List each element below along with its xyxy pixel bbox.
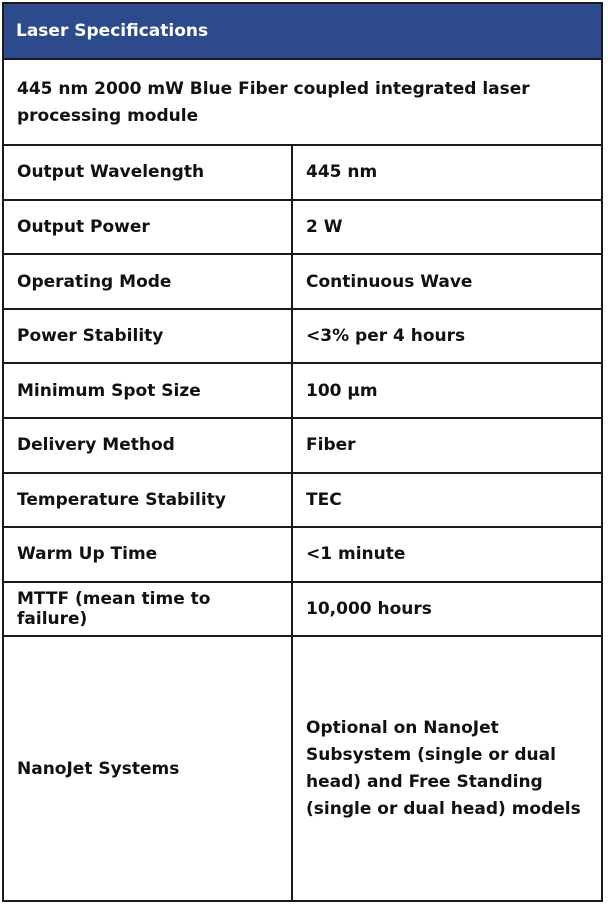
- spec-label: Delivery Method: [3, 418, 292, 473]
- spec-value: <1 minute: [292, 527, 602, 582]
- spec-label: Warm Up Time: [3, 527, 292, 582]
- spec-label: Power Stability: [3, 309, 292, 364]
- spec-value: Optional on NanoJet Subsystem (single or dual head) and Free Standing (single or dual head) models: [292, 636, 602, 901]
- spec-value: Fiber: [292, 418, 602, 473]
- table-header-row: [3, 3, 602, 59]
- spec-value: TEC: [292, 473, 602, 528]
- spec-label: Temperature Stability: [3, 473, 292, 528]
- spec-label: NanoJet Systems: [3, 636, 292, 901]
- product-name: 445 nm 2000 mW Blue Fiber coupled integrated laser processing module: [3, 59, 602, 146]
- spec-row-power-stability: [3, 309, 602, 364]
- spec-value: 100 µm: [292, 363, 602, 418]
- table-title: Laser Specifications: [3, 3, 602, 59]
- spec-row-minimum-spot-size: [3, 363, 602, 418]
- spec-value: 2 W: [292, 200, 602, 255]
- spec-row-operating-mode: [3, 254, 602, 309]
- spec-row-delivery-method: [3, 418, 602, 473]
- spec-value: <3% per 4 hours: [292, 309, 602, 364]
- spec-row-mttf: [3, 582, 602, 637]
- spec-row-temperature-stability: [3, 473, 602, 528]
- spec-label: MTTF (mean time to failure): [3, 582, 292, 637]
- spec-value: Continuous Wave: [292, 254, 602, 309]
- spec-label: Output Wavelength: [3, 145, 292, 200]
- spec-label: Operating Mode: [3, 254, 292, 309]
- spec-row-output-wavelength: [3, 145, 602, 200]
- product-row: [3, 59, 602, 146]
- spec-label: Minimum Spot Size: [3, 363, 292, 418]
- spec-value: 445 nm: [292, 145, 602, 200]
- spec-value: 10,000 hours: [292, 582, 602, 637]
- spec-row-nanojet-systems: [3, 636, 602, 901]
- laser-spec-table: [2, 2, 603, 902]
- spec-label: Output Power: [3, 200, 292, 255]
- spec-row-output-power: [3, 200, 602, 255]
- spec-row-warm-up-time: [3, 527, 602, 582]
